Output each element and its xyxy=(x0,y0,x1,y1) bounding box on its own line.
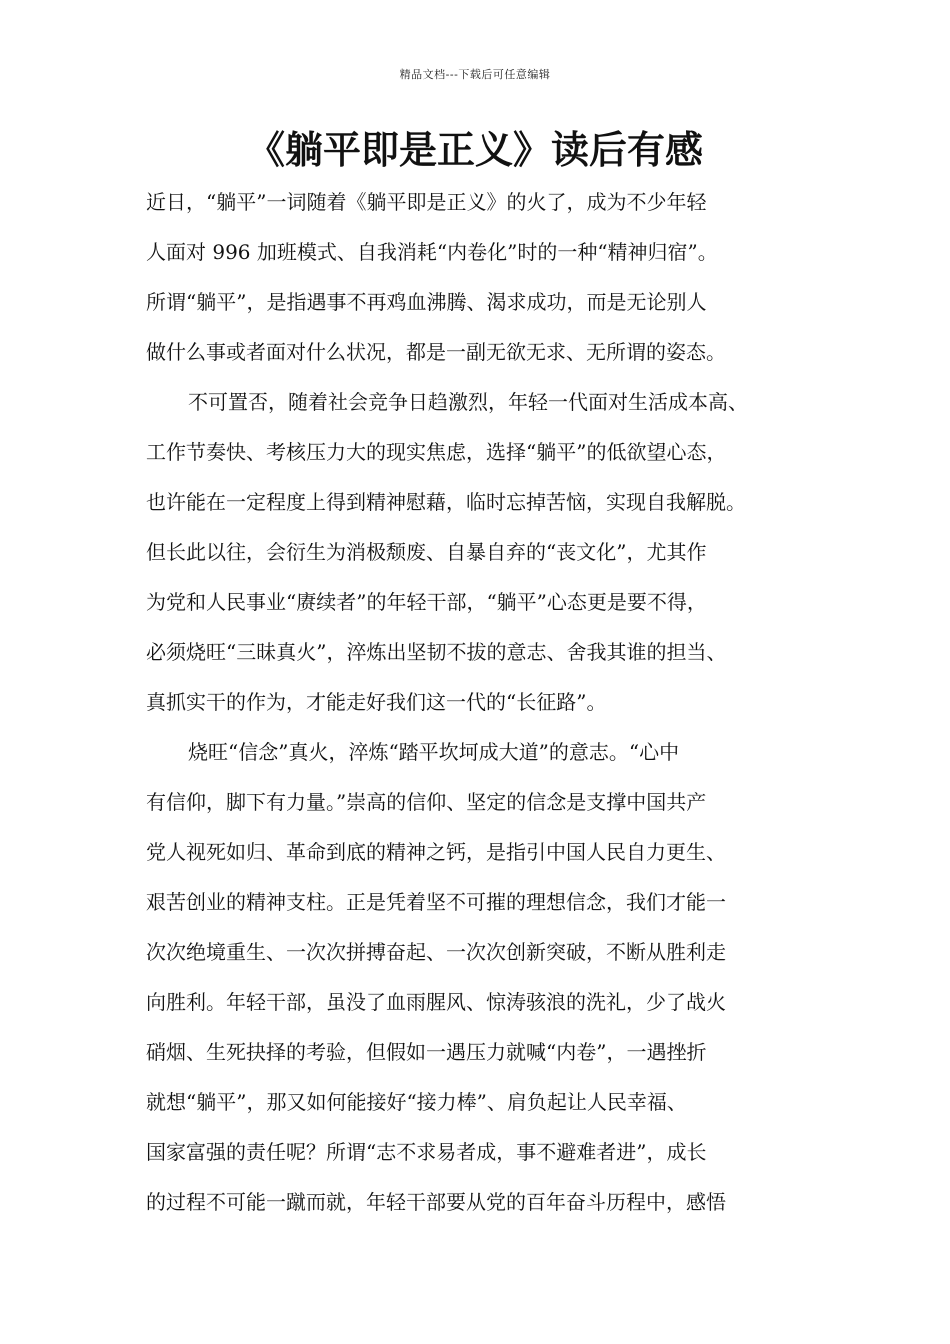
body-line: 工作节奏快、考核压力大的现实焦虑，选择“躺平”的低欲望心态， xyxy=(146,440,727,464)
body-line: 硝烟、生死抉择的考验，但假如一遇压力就喊“内卷”，一遇挫折 xyxy=(146,1040,707,1064)
document-title: 《躺平即是正义》读后有感 xyxy=(246,128,703,172)
document-body xyxy=(146,177,830,1227)
body-line: 国家富强的责任呢？所谓“志不求易者成，事不避难者进”，成长 xyxy=(146,1140,707,1164)
body-line: 有信仰，脚下有力量。”崇高的信仰、坚定的信念是支撑中国共产 xyxy=(146,790,707,814)
body-line: 就想“躺平”，那又如何能接好“接力棒”、肩负起让人民幸福、 xyxy=(146,1090,687,1114)
body-line: 但长此以往，会衍生为消极颓废、自暴自弃的“丧文化”，尤其作 xyxy=(146,540,707,564)
body-line: 真抓实干的作为，才能走好我们这一代的“长征路”。 xyxy=(146,690,607,714)
body-line: 所谓“躺平”，是指遇事不再鸡血沸腾、渴求成功，而是无论别人 xyxy=(146,290,707,314)
body-line: 的过程不可能一蹴而就，年轻干部要从党的百年奋斗历程中，感悟 xyxy=(146,1190,726,1214)
body-line: 艰苦创业的精神支柱。正是凭着坚不可摧的理想信念，我们才能一 xyxy=(146,890,726,914)
body-line: 向胜利。年轻干部，虽没了血雨腥风、惊涛骇浪的洗礼，少了战火 xyxy=(146,990,726,1014)
body-line: 烧旺“信念”真火，淬炼“踏平坎坷成大道”的意志。“心中 xyxy=(188,740,680,764)
body-line: 必须烧旺“三昧真火”，淬炼出坚韧不拔的意志、舍我其谁的担当、 xyxy=(146,640,727,664)
body-line: 党人视死如归、革命到底的精神之钙，是指引中国人民自力更生、 xyxy=(146,840,726,864)
body-line: 近日，“躺平”一词随着《躺平即是正义》的火了，成为不少年轻 xyxy=(146,190,707,214)
body-line: 为党和人民事业“赓续者”的年轻干部，“躺平”心态更是要不得， xyxy=(146,590,707,614)
header-note: 精品文档---下载后可任意编辑 xyxy=(399,68,551,81)
body-line: 次次绝境重生、一次次拼搏奋起、一次次创新突破，不断从胜利走 xyxy=(146,940,726,964)
body-line: 人面对 996 加班模式、自我消耗“内卷化”时的一种“精神归宿”。 xyxy=(146,240,718,264)
body-line: 也许能在一定程度上得到精神慰藉，临时忘掉苦恼，实现自我解脱。 xyxy=(146,490,746,514)
body-line: 做什么事或者面对什么状况，都是一副无欲无求、无所谓的姿态。 xyxy=(146,340,726,364)
body-line: 不可置否，随着社会竞争日趋激烈，年轻一代面对生活成本高、 xyxy=(188,390,748,414)
